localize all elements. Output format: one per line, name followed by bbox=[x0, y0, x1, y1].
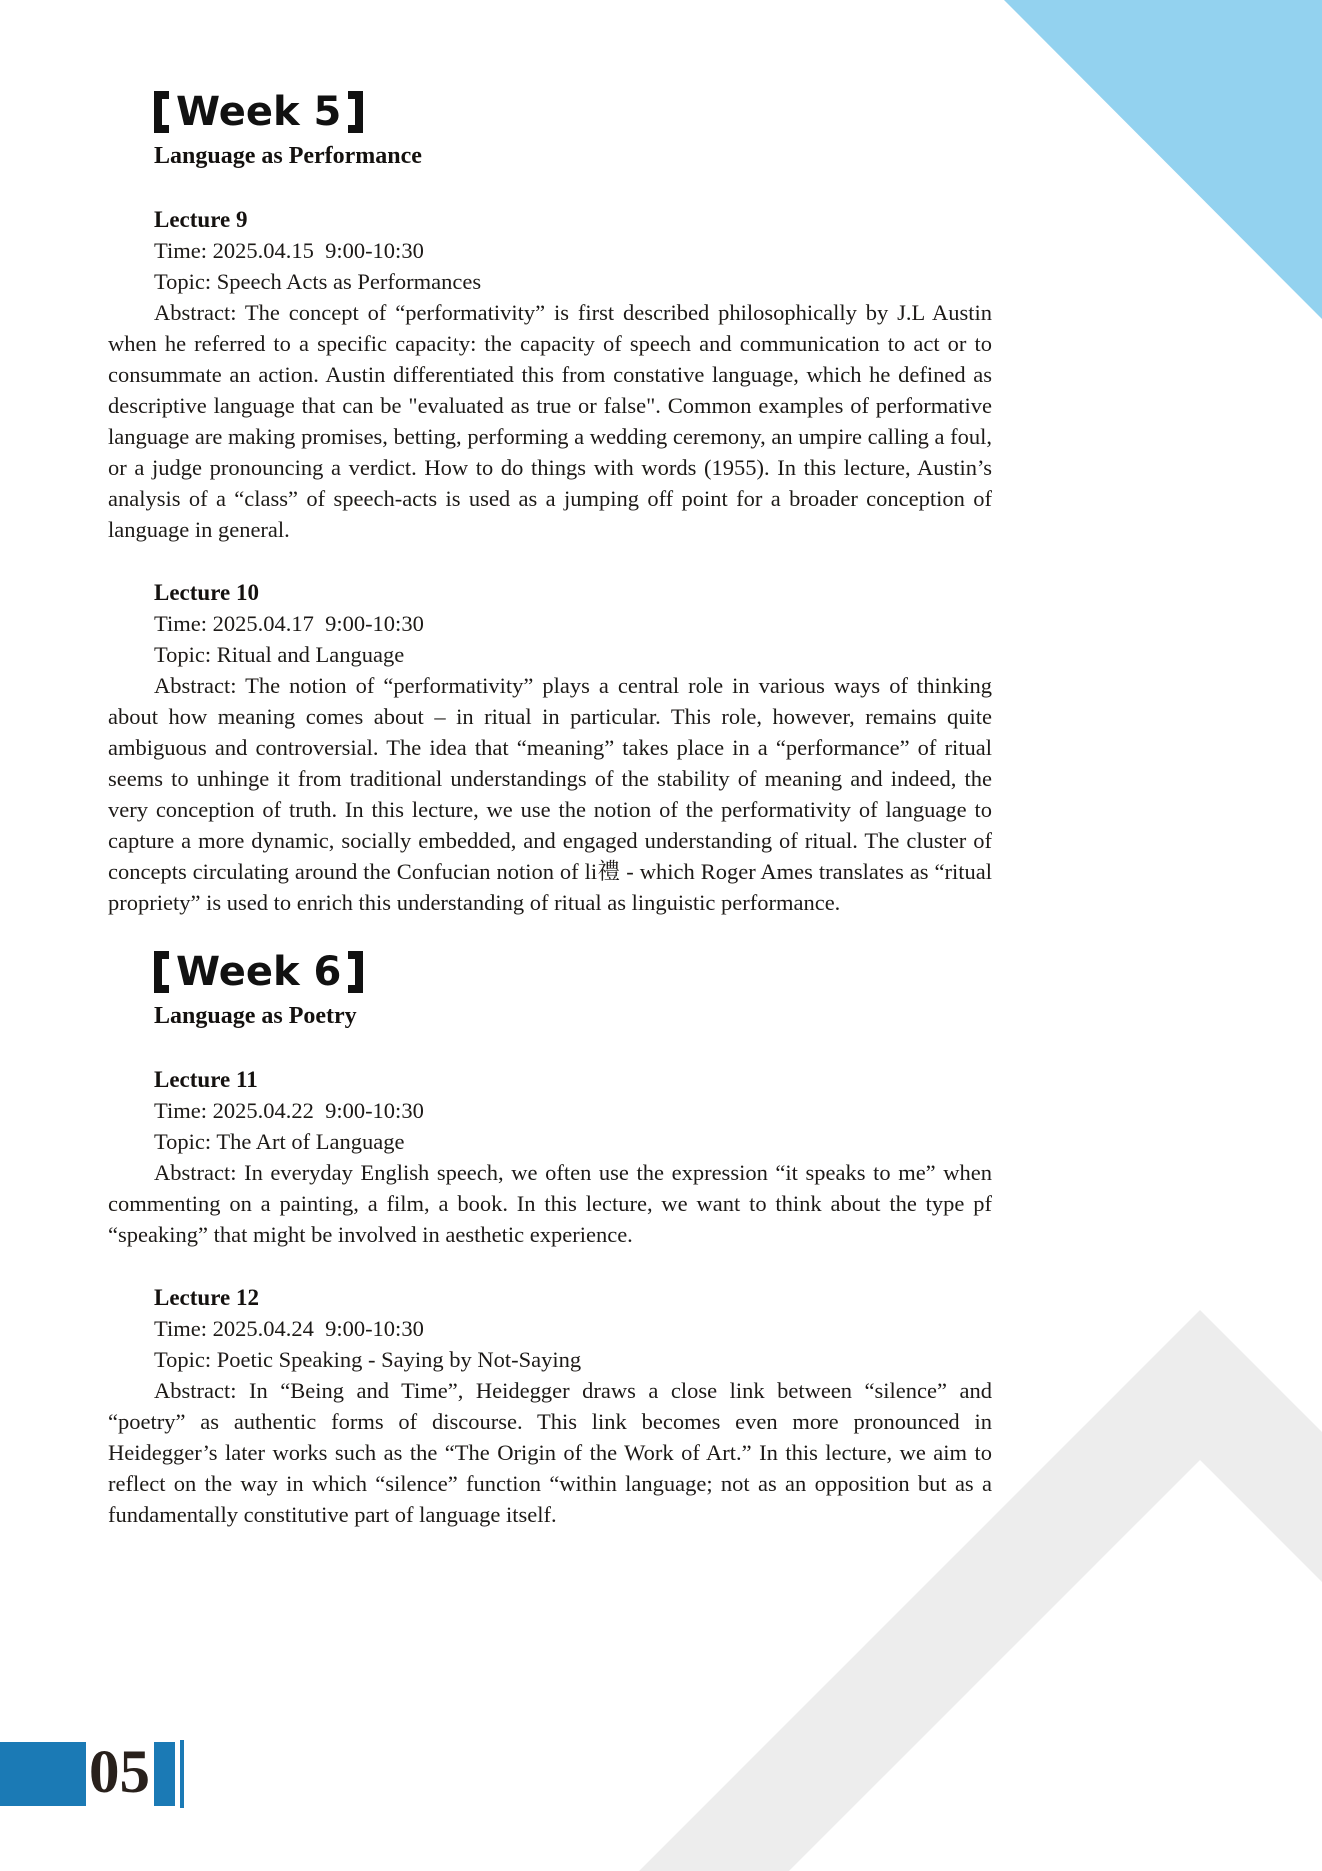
lecture-12-abstract: Abstract: In “Being and Time”, Heidegger draws a close link between “silence” and “poetry” as authentic forms of discourse. This link becomes even more pronounced in Heidegger’s later works such as the “The Origin of the Work of Art.” In this lecture, we aim to reflect on the way in which “silence” function “within language; not as an opposition but as a fundamentally constitutive part of language itself. bbox=[108, 1378, 992, 1527]
week-6-section bbox=[108, 948, 992, 1530]
week-5-title bbox=[108, 88, 992, 136]
lenticular-bracket-close bbox=[348, 91, 363, 133]
week-6-subtitle: Language as Poetry bbox=[154, 1003, 357, 1029]
lecture-9-abstract: Abstract: The concept of “performativity” is first described philosophically by J.L Austin when he referred to a specific capacity: the capacity of speech and communication to act or to consummate an action. Austin differentiated this from constative language, which he defined as descriptive language that can be "evaluated as true or false". Common examples of performative language are making promises, betting, performing a wedding ceremony, an umpire calling a foul, or a judge pronouncing a verdict. How to do things with words (1955). In this lecture, Austin’s analysis of a “class” of speech-acts is used as a jumping off point for a broader conception of language in general. bbox=[108, 300, 992, 542]
lecture-9-heading: Lecture 9 bbox=[154, 207, 248, 232]
lecture-9-time: Time: 2025.04.15 9:00-10:30 bbox=[154, 238, 424, 263]
week-5-title-text: Week 5 bbox=[176, 89, 342, 135]
lecture-12-time: Time: 2025.04.24 9:00-10:30 bbox=[154, 1316, 424, 1341]
footer-accent-line bbox=[180, 1740, 184, 1808]
lecture-9 bbox=[108, 204, 992, 545]
footer-accent-block bbox=[0, 1742, 86, 1806]
lenticular-bracket-open bbox=[154, 951, 169, 993]
week-6-title bbox=[108, 948, 992, 996]
lecture-11-abstract: Abstract: In everyday English speech, we often use the expression “it speaks to me” when commenting on a painting, a film, a book. In this lecture, we want to think about the type pf “speaking” that might be involved in aesthetic experience. bbox=[108, 1160, 992, 1247]
lecture-12 bbox=[108, 1282, 992, 1530]
lecture-9-topic: Topic: Speech Acts as Performances bbox=[154, 269, 482, 294]
page-footer bbox=[0, 1739, 184, 1808]
lecture-10-time: Time: 2025.04.17 9:00-10:30 bbox=[154, 611, 424, 636]
lecture-11-topic: Topic: The Art of Language bbox=[154, 1129, 405, 1154]
lecture-11-heading: Lecture 11 bbox=[154, 1067, 258, 1092]
footer-accent-bar bbox=[154, 1742, 175, 1806]
lecture-11-time: Time: 2025.04.22 9:00-10:30 bbox=[154, 1098, 424, 1123]
lecture-10-abstract: Abstract: The notion of “performativity” plays a central role in various ways of thinking about how meaning comes about – in ritual in particular. This role, however, remains quite ambiguous and controversial. The idea that “meaning” takes place in a “performance” of ritual seems to unhinge it from traditional understandings of the stability of meaning and indeed, the very conception of truth. In this lecture, we use the notion of the performativity of language to capture a more dynamic, socially embedded, and engaged understanding of ritual. The cluster of concepts circulating around the Confucian notion of li禮 - which Roger Ames translates as “ritual propriety” is used to enrich this understanding of ritual as linguistic performance. bbox=[108, 673, 992, 915]
page-number: 05 bbox=[89, 1739, 150, 1806]
lenticular-bracket-open bbox=[154, 91, 169, 133]
page-content bbox=[108, 88, 992, 1530]
lecture-10-topic: Topic: Ritual and Language bbox=[154, 642, 405, 667]
corner-triangle-accent bbox=[1004, 0, 1322, 319]
lecture-11 bbox=[108, 1064, 992, 1250]
lecture-10 bbox=[108, 577, 992, 918]
week-6-title-text: Week 6 bbox=[176, 949, 342, 995]
week-5-section bbox=[108, 88, 992, 918]
lecture-12-topic: Topic: Poetic Speaking - Saying by Not-Saying bbox=[154, 1347, 582, 1372]
lecture-10-heading: Lecture 10 bbox=[154, 580, 259, 605]
week-5-subtitle: Language as Performance bbox=[154, 143, 422, 169]
lenticular-bracket-close bbox=[348, 951, 363, 993]
lecture-12-heading: Lecture 12 bbox=[154, 1285, 259, 1310]
